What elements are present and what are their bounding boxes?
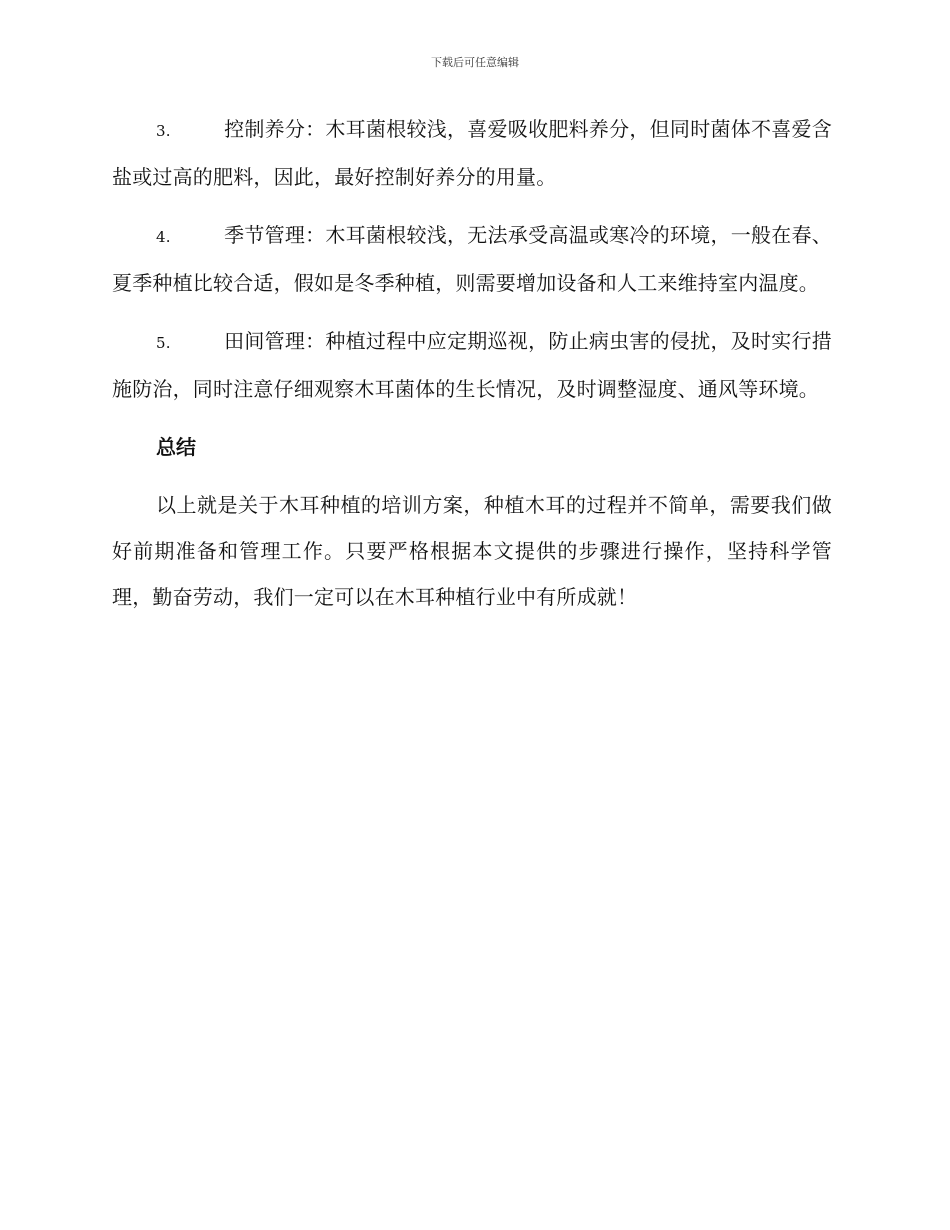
list-item-season-management: [112, 212, 832, 306]
list-item-text: 控制养分：木耳菌根较浅，喜爱吸收肥料养分，但同时菌体不喜爱含盐或过高的肥料，因此，最好控制好养分的用量。: [112, 117, 832, 189]
list-item-number: 4.: [156, 228, 171, 246]
list-item-control-nutrients: [112, 106, 832, 200]
page-header-note: 下载后可任意编辑: [431, 56, 519, 69]
summary-heading: 总结: [156, 435, 196, 459]
summary-paragraph: 以上就是关于木耳种植的培训方案，种植木耳的过程并不简单，需要我们做好前期准备和管理工作。只要严格根据本文提供的步骤进行操作，坚持科学管理，勤奋劳动，我们一定可以在木耳种植行业中有所成就！: [112, 493, 832, 609]
list-item-text: 季节管理：木耳菌根较浅，无法承受高温或寒冷的环境，一般在春、夏季种植比较合适，假如是冬季种植，则需要增加设备和人工来维持室内温度。: [112, 223, 832, 295]
list-item-text: 田间管理：种植过程中应定期巡视，防止病虫害的侵扰，及时实行措施防治，同时注意仔细观察木耳菌体的生长情况，及时调整湿度、通风等环境。: [112, 329, 832, 401]
list-item-number: 5.: [156, 334, 171, 352]
list-item-field-management: [112, 318, 832, 412]
list-item-number: 3.: [156, 122, 171, 140]
document-body: [112, 106, 832, 620]
